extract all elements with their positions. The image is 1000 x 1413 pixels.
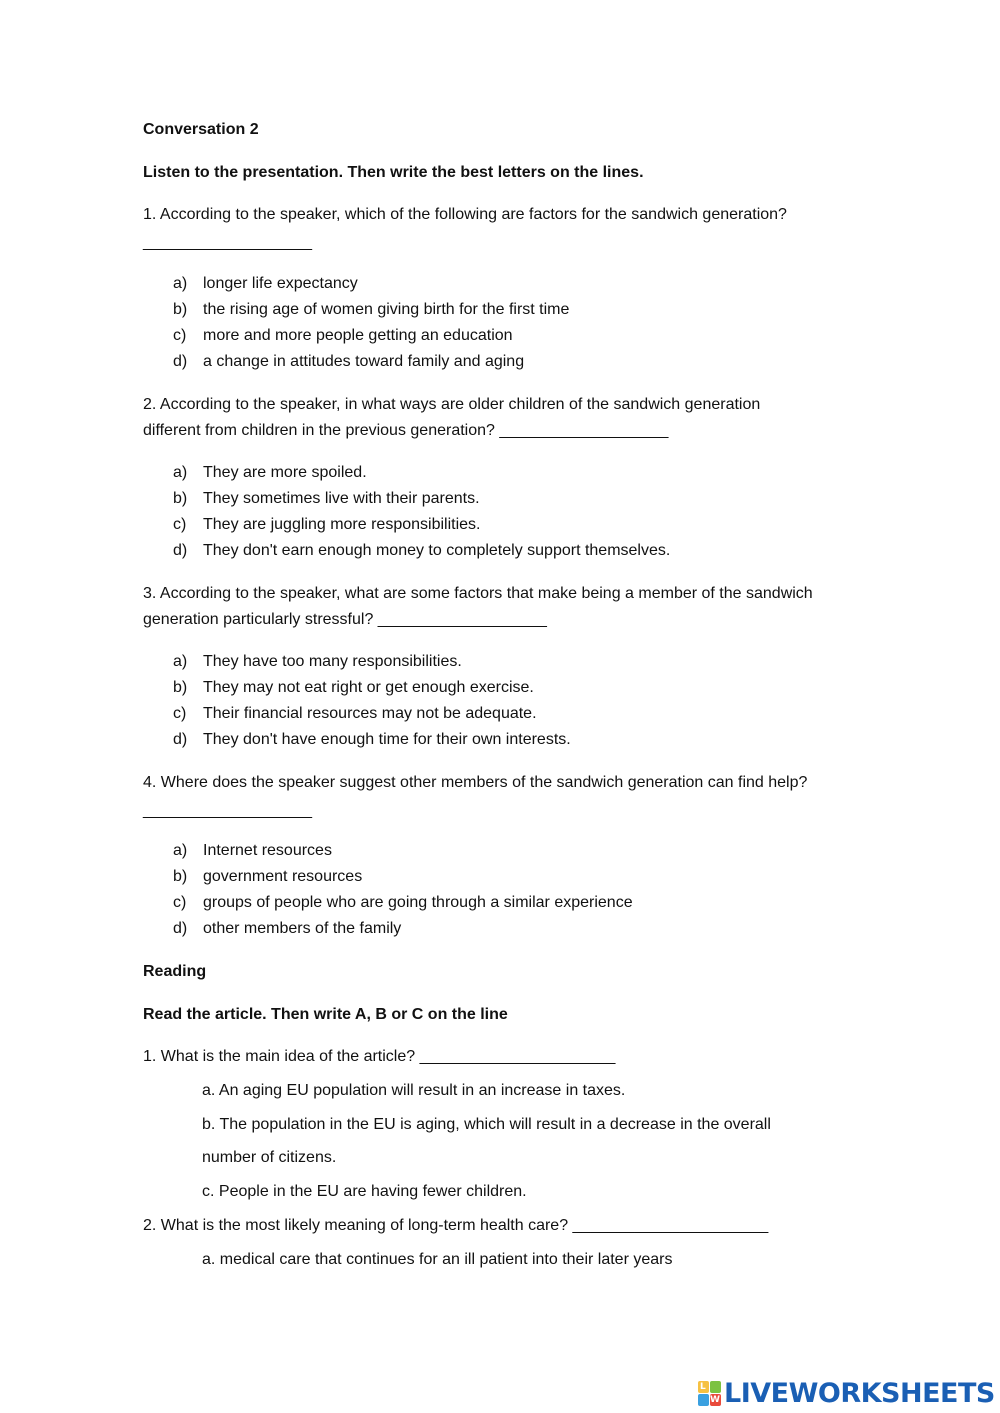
rq1-option-b-continued: number of citizens.: [202, 1149, 337, 1166]
section-instruction-read: Read the article. Then write A, B or C on the line: [143, 1006, 508, 1023]
question-4-text: 4. Where does the speaker suggest other members of the sandwich generation can find help?: [143, 774, 808, 791]
worksheet-page: Conversation 2 Listen to the presentation. Then write the best letters on the lines. 1. According to the speaker, which of the following are factors for the sandwich generation? ___________________ a) longer life expectancy b) the rising age of women giving birth for the first time c) more and more people getting an education d) a change in attitudes toward family and aging 2. According to the speaker, in what ways are older children of the sandwich generation different from children in the previous generation? ___________________ a) They are more spoiled. b) They sometimes live with their parents. c) They are juggling more responsibilities. d) They don't earn enough money to completely support themselves. 3. According to the speaker, what are some factors that make being a member of the sandwich generation particularly stressful? ___________________ a) They have too many responsibilities. b) They may not eat right or get enough exercise. c) Their financial resources may not be adequate. d) They don't have enough time for their own interests. 4. Where does the speaker suggest other members of the sandwich generation can find help? ___________________ a) Internet resources b) government resources c) groups of people who are going through a similar experience d) other members of the family Reading Read the article. Then write A, B or C on the line 1. What is the main idea of the article? ______________________ a. An aging EU population will result in an increase in taxes. b. The population in the EU is aging, which will result in a decrease in the overall number of citizens. c. People in the EU are having fewer children. 2. What is the most likely meaning of long-term health care? ______________________ a. medical care that continues for an ill patient into their later years L W LIVEWORKSHEETS: [143, 121, 995, 1409]
rq1-option-a: a. An aging EU population will result in an increase in taxes.: [202, 1082, 626, 1099]
question-4-answer-line[interactable]: ___________________: [143, 802, 313, 819]
reading-question-2-text[interactable]: 2. What is the most likely meaning of long-term health care? ______________________: [143, 1217, 769, 1234]
question-1-text: 1. According to the speaker, which of the following are factors for the sandwich generation?: [143, 206, 787, 223]
logo-grid-icon: L W: [700, 1382, 720, 1405]
section-heading-conversation: Conversation 2: [143, 121, 259, 138]
rq1-option-c: c. People in the EU are having fewer children.: [202, 1183, 527, 1200]
question-2-text: 2. According to the speaker, in what ways are older children of the sandwich generation: [143, 396, 761, 413]
section-instruction-listen: Listen to the presentation. Then write the best letters on the lines.: [143, 164, 644, 181]
rq1-option-b: b. The population in the EU is aging, which will result in a decrease in the overall: [202, 1116, 771, 1133]
logo-wordmark: LIVEWORKSHEETS: [724, 1378, 995, 1409]
question-3-text-answer-line[interactable]: generation particularly stressful? ___________________: [143, 611, 547, 628]
section-heading-reading: Reading: [143, 963, 207, 980]
question-2-text-answer-line[interactable]: different from children in the previous generation? ___________________: [143, 422, 669, 439]
reading-question-1-text[interactable]: 1. What is the main idea of the article? ______________________: [143, 1048, 616, 1065]
question-1-answer-line[interactable]: ___________________: [143, 234, 313, 251]
question-3-text: 3. According to the speaker, what are some factors that make being a member of the sandwich: [143, 585, 813, 602]
rq2-option-a: a. medical care that continues for an ill patient into their later years: [202, 1251, 673, 1268]
